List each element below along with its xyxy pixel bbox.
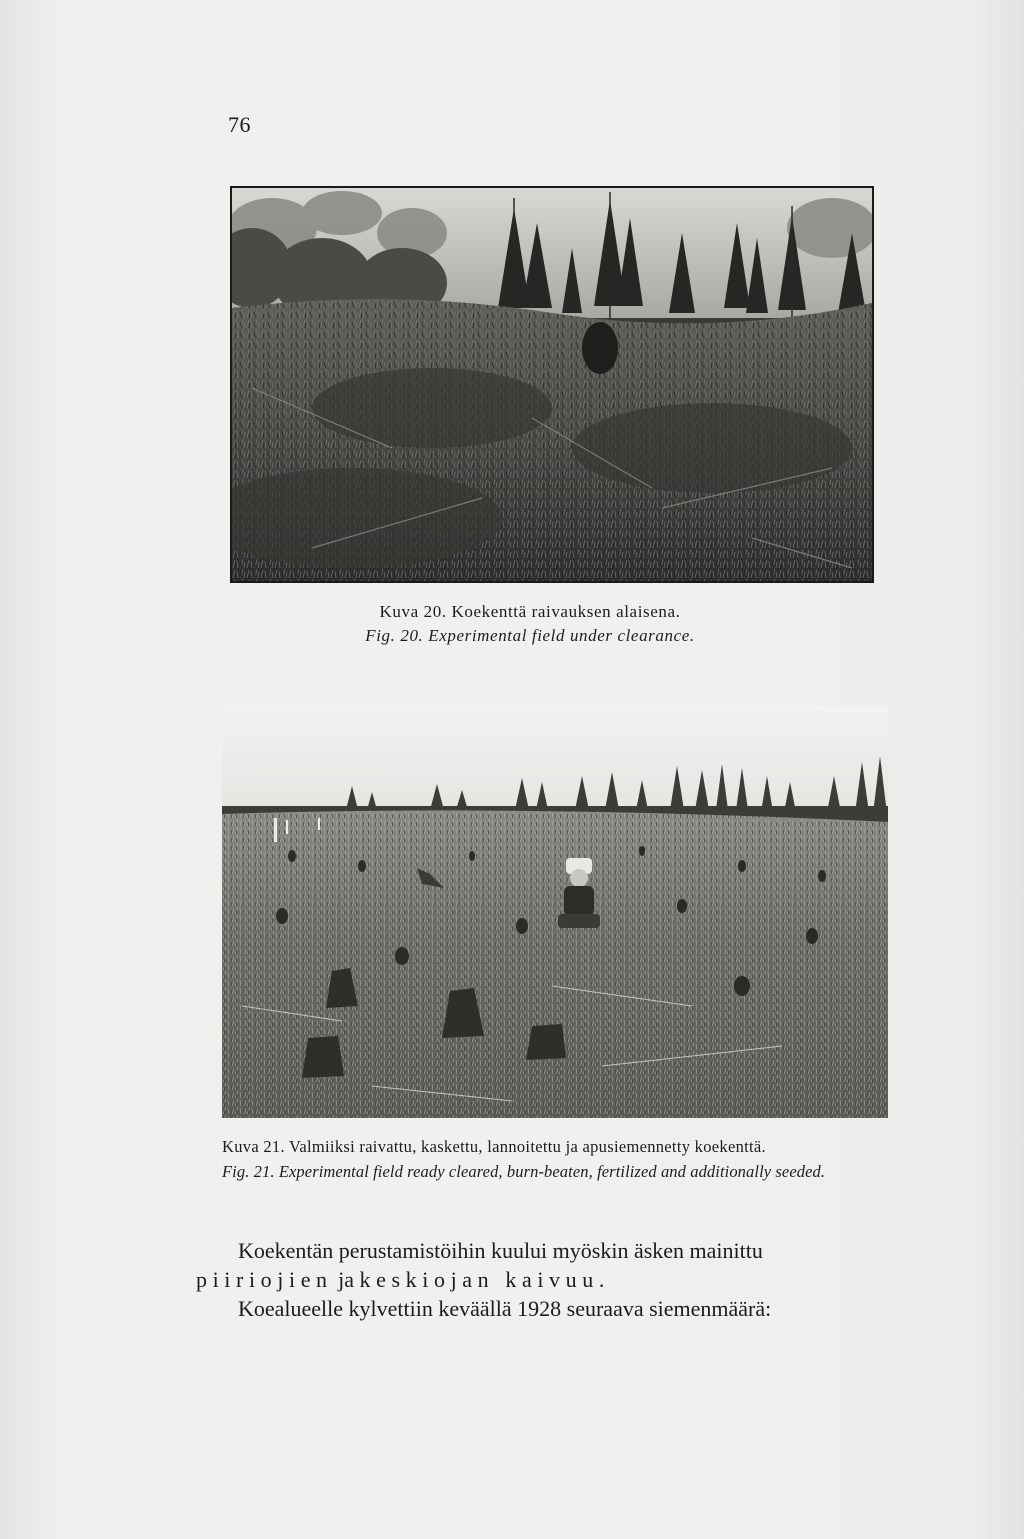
body-line-2-spaced-a: piiriojien bbox=[196, 1267, 333, 1292]
figure-1-caption-finnish: Kuva 20. Koekenttä raivauksen alaisena. bbox=[379, 602, 681, 621]
figure-2-caption bbox=[222, 1134, 902, 1184]
body-text bbox=[196, 1236, 926, 1323]
body-line-2-end: . bbox=[598, 1267, 605, 1292]
body-line-2 bbox=[196, 1265, 926, 1294]
body-line-1: Koekentän perustamistöihin kuului myöskin äsken mainittu bbox=[238, 1238, 763, 1263]
body-line-3: Koealueelle kylvettiin keväällä 1928 seuraava siemenmäärä: bbox=[238, 1296, 772, 1321]
figure-1-caption-english: Fig. 20. Experimental field under clearance. bbox=[365, 626, 695, 645]
body-line-2-spaced-b: keskiojan kaivuu bbox=[359, 1267, 599, 1292]
figure-2-caption-finnish: Kuva 21. Valmiiksi raivattu, kaskettu, lannoitettu ja apusiemennetty koekenttä. bbox=[222, 1137, 766, 1156]
figure-2-caption-english: Fig. 21. Experimental field ready cleared, burn-beaten, fertilized and additionally seeded. bbox=[222, 1162, 826, 1181]
photo-field-under-clearance bbox=[230, 186, 874, 583]
page-number: 76 bbox=[228, 112, 251, 137]
photo-field-ready-cleared bbox=[222, 706, 888, 1118]
body-line-2-word: ja bbox=[338, 1267, 355, 1292]
figure-1-caption bbox=[230, 600, 830, 648]
